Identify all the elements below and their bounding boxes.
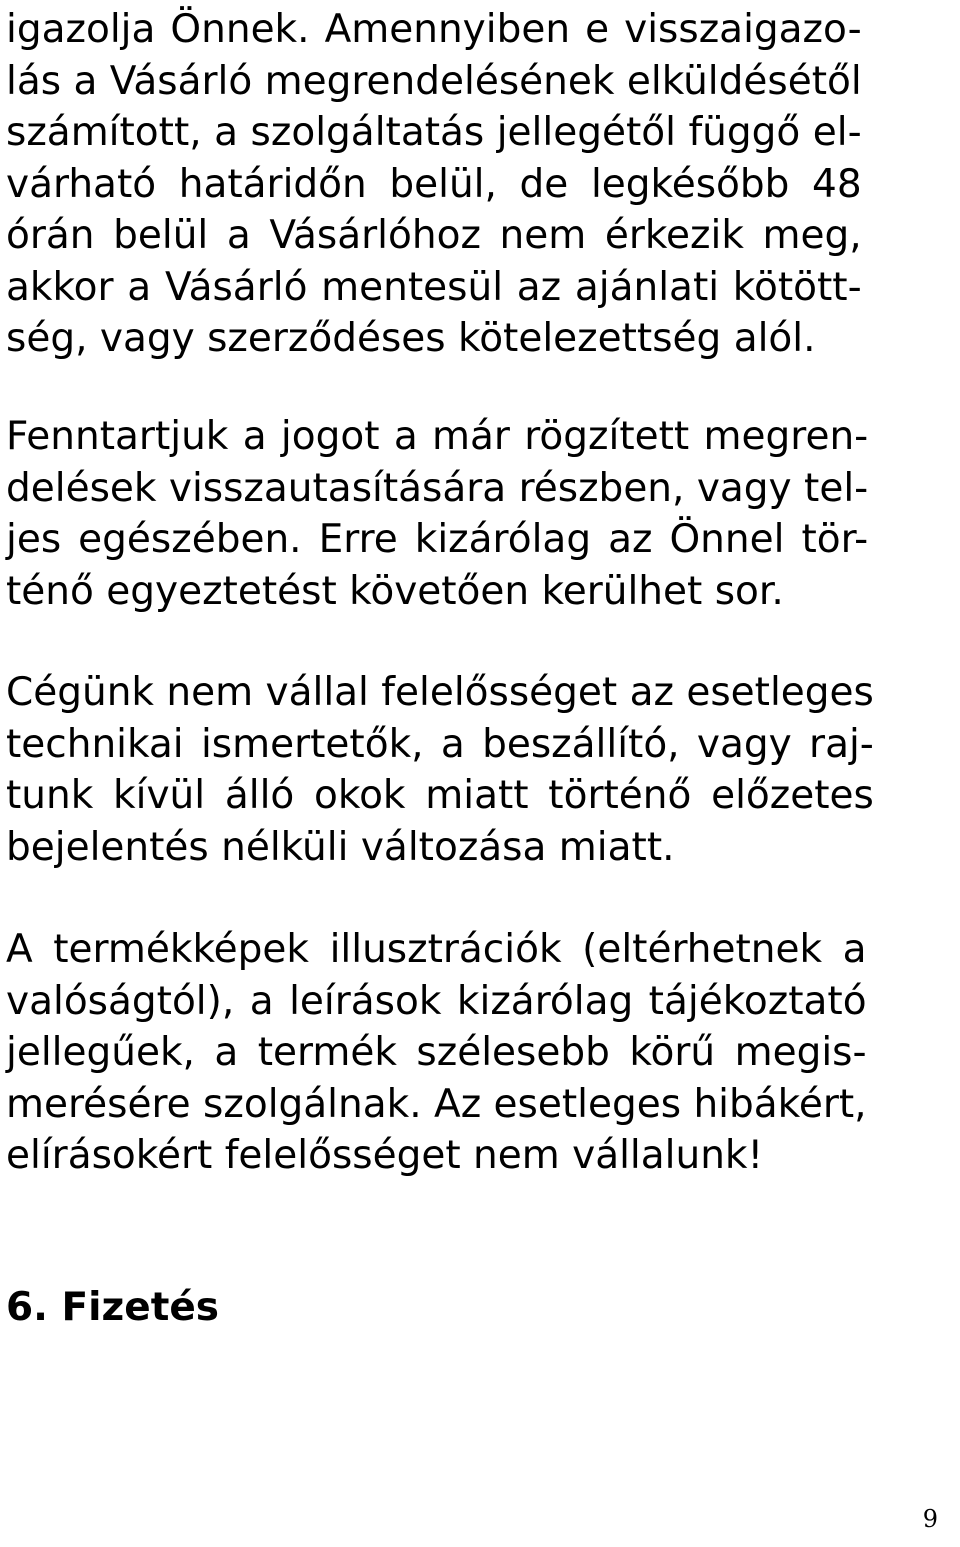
- section-heading: 6. Fizetés: [6, 1285, 219, 1330]
- text-line: elírásokért felelősséget nem vállalunk!: [6, 1133, 764, 1178]
- text-line: A termékképek illusztrációk (eltérhetnek a: [6, 927, 867, 972]
- paragraph-order-rejection: [6, 411, 868, 617]
- text-line: bejelentés nélküli változása miatt.: [6, 824, 675, 870]
- text-line: ség, vagy szerződéses kötelezettség alól.: [6, 316, 816, 361]
- text-line: számított, a szolgáltatás jellegétől függő el-: [6, 110, 862, 155]
- text-line: jellegűek, a termék szélesebb körű megis-: [6, 1030, 867, 1075]
- text-line: akkor a Vásárló mentesül az ajánlati kötött-: [6, 264, 862, 310]
- text-line: órán belül a Vásárlóhoz nem érkezik meg,: [6, 213, 862, 258]
- text-line: Fenntartjuk a jogot a már rögzített megren-: [6, 414, 869, 459]
- text-line: valóságtól), a leírások kizárólag tájékoztató: [6, 978, 867, 1024]
- text-line: igazolja Önnek. Amennyiben e visszaigazo-: [6, 7, 862, 52]
- paragraph-product-images: [6, 924, 867, 1182]
- page-number: 9: [922, 1505, 938, 1533]
- text-line: merésére szolgálnak. Az esetleges hibákért,: [6, 1081, 867, 1127]
- text-line: technikai ismertetők, a beszállító, vagy raj-: [6, 721, 874, 767]
- paragraph-order-confirmation: [6, 4, 862, 365]
- text-line: ténő egyeztetést követően kerülhet sor.: [6, 568, 784, 614]
- text-line: Cégünk nem vállal felelősséget az esetleges: [6, 670, 874, 715]
- text-line: jes egészében. Erre kizárólag az Önnel tör-: [6, 517, 869, 562]
- text-line: delések visszautasítására részben, vagy tel-: [6, 465, 869, 511]
- paragraph-liability: [6, 667, 874, 873]
- text-line: tunk kívül álló okok miatt történő előzetes: [6, 773, 874, 818]
- text-line: lás a Vásárló megrendelésének elküldésétől: [6, 58, 862, 104]
- text-line: várható határidőn belül, de legkésőbb 48: [6, 161, 862, 207]
